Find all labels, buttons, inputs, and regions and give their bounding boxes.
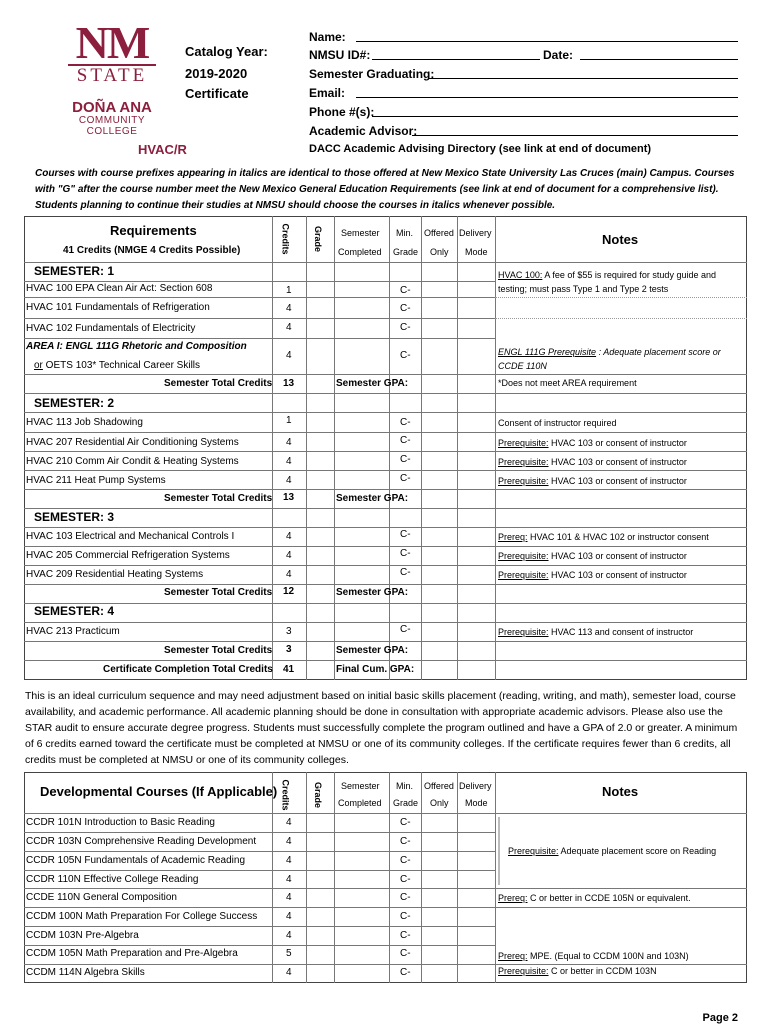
sem3-gpa-label: Semester GPA:	[336, 587, 409, 598]
dev-col-completed: Completed	[338, 798, 382, 808]
col-mode: Mode	[465, 247, 488, 257]
credits-hvac-211: 4	[286, 475, 292, 486]
min-grade-hvac-100: C-	[400, 285, 411, 296]
credits-hvac-205: 4	[286, 550, 292, 561]
course-hvac-209: HVAC 209 Residential Heating Systems	[26, 569, 204, 580]
dev-credits: 4	[286, 855, 292, 866]
dev-min-grade: C-	[400, 855, 411, 866]
certificate-total-value: 41	[283, 664, 295, 675]
course-hvac-210: HVAC 210 Comm Air Condit & Heating Systems	[26, 456, 239, 467]
table-row: CCDM 100N Math Preparation For College Success	[26, 911, 258, 922]
min-grade-hvac-113: C-	[400, 417, 411, 428]
note-hvac-213-label: Prerequisite:	[498, 627, 549, 637]
dev-min-grade: C-	[400, 911, 411, 922]
email-label: Email:	[309, 86, 346, 100]
course-hvac-207: HVAC 207 Residential Air Conditioning Systems	[26, 437, 239, 448]
dev-courses-heading: Developmental Courses (If Applicable)	[40, 784, 278, 799]
table-row: CCDR 101N Introduction to Basic Reading	[26, 817, 215, 828]
email-field[interactable]	[356, 86, 738, 98]
academic-advisor-field[interactable]	[412, 124, 738, 136]
dev-note-reading	[508, 845, 716, 857]
table-row: CCDR 103N Comprehensive Reading Development	[26, 836, 257, 847]
min-grade-hvac-205: C-	[400, 548, 411, 559]
table-row: CCDR 110N Effective College Reading	[26, 874, 199, 885]
semester-graduating-label: Semester Graduating:	[309, 67, 435, 81]
dev-col-mode: Mode	[465, 798, 488, 808]
course-oets-103	[34, 360, 200, 372]
note-hvac-207-label: Prerequisite:	[498, 438, 549, 448]
sem1-total-value: 13	[283, 378, 295, 389]
note-hvac-211-label: Prerequisite:	[498, 476, 549, 486]
semester-graduating-field[interactable]	[428, 67, 738, 79]
intro-text: Courses with course prefixes appearing in italics are identical to those offered at New Mexico State University Las Cruces (main) Campus. Courses with "G" after the course number meet the New Mexico General Education Requirements (see link at end of document for a comprehensive list). Students planning to continue their studies at NMSU should choose the courses in italics whenever possible.	[35, 168, 735, 211]
date-field[interactable]	[580, 48, 738, 60]
nmsu-id-field[interactable]	[372, 48, 540, 60]
note-hvac-209-text: HVAC 103 or consent of instructor	[548, 570, 687, 580]
dev-note-reading-label: Prerequisite:	[508, 846, 559, 856]
note-engl-prereq	[498, 346, 721, 358]
credits-hvac-210: 4	[286, 456, 292, 467]
nmsu-id-label: NMSU ID#:	[309, 48, 371, 62]
min-grade-hvac-211: C-	[400, 473, 411, 484]
min-grade-hvac-102: C-	[400, 322, 411, 333]
note-engl-prereq-label: ENGL 111G Prerequisite	[498, 347, 597, 357]
catalog-type: Certificate	[185, 86, 249, 101]
credits-hvac-113: 1	[286, 415, 292, 426]
dev-min-grade: C-	[400, 817, 411, 828]
dev-min-grade: C-	[400, 874, 411, 885]
note-hvac-100-line2: testing; must pass Type 1 and Type 2 tests	[498, 284, 669, 294]
dev-col-grade: Grade	[313, 781, 324, 809]
dev-col-delivery: Delivery	[459, 781, 492, 791]
table-row: CCDM 114N Algebra Skills	[26, 967, 145, 978]
note-engl-prereq-text: : Adequate placement score or	[596, 347, 721, 357]
advising-paragraph: This is an ideal curriculum sequence and may need adjustment based on initial basic skills placement (reading, writing, and math), semester load, course availability, and academic performance. All academic planning should be done in consultation with appropriate academic advisors. Please also use the STAR audit to ensure accurate degree progress. Students must successfully complete the program outlined and have a GPA of 2.0 or greater. A minimum of 6 credits earned toward the certificate must be completed at NMSU or one of its community colleges. If the certificate requires fewer than 6 credits, all credits must be completed at NMSU or one of its community colleges.	[25, 690, 738, 766]
dev-credits: 4	[286, 911, 292, 922]
dev-note-ccdm-label: Prerequisite:	[498, 966, 549, 976]
course-hvac-113: HVAC 113 Job Shadowing	[26, 417, 143, 428]
dev-credits: 4	[286, 874, 292, 885]
note-area-requirement: *Does not meet AREA requirement	[498, 378, 637, 388]
credits-hvac-103: 4	[286, 531, 292, 542]
note-hvac-205-text: HVAC 103 or consent of instructor	[548, 551, 687, 561]
sem1-total-label: Semester Total Credits	[164, 378, 273, 389]
phone-label: Phone #(s):	[309, 105, 375, 119]
note-hvac-211-text: HVAC 103 or consent of instructor	[548, 476, 687, 486]
dev-credits: 4	[286, 930, 292, 941]
col-min-grade: Grade	[393, 247, 419, 257]
course-hvac-211: HVAC 211 Heat Pump Systems	[26, 475, 166, 486]
dev-credits: 4	[286, 892, 292, 903]
sem4-total-label: Semester Total Credits	[164, 645, 273, 656]
sem2-total-value: 13	[283, 492, 295, 503]
table-row: CCDM 103N Pre-Algebra	[26, 930, 139, 941]
min-grade-hvac-207: C-	[400, 435, 411, 446]
course-hvac-101: HVAC 101 Fundamentals of Refrigeration	[26, 302, 210, 313]
dev-col-credits: Credits	[280, 779, 291, 811]
dev-col-only: Only	[430, 798, 449, 808]
col-grade: Grade	[313, 225, 324, 253]
credits-hvac-213: 3	[286, 626, 292, 637]
col-completed: Completed	[338, 247, 382, 257]
note-hvac-103-text: HVAC 101 & HVAC 102 or instructor consent	[527, 532, 709, 542]
dev-note-ccde-text: C or better in CCDE 105N or equivalent.	[527, 893, 691, 903]
dev-col-min-grade: Grade	[393, 798, 419, 808]
logo-community: COMMUNITY	[78, 115, 146, 126]
name-label: Name:	[309, 30, 346, 44]
dev-min-grade: C-	[400, 836, 411, 847]
credits-hvac-102: 4	[286, 322, 292, 333]
sem2-gpa-label: Semester GPA:	[336, 493, 409, 504]
note-hvac-213-text: HVAC 113 and consent of instructor	[548, 627, 694, 637]
dev-col-min: Min.	[396, 781, 414, 791]
course-hvac-102: HVAC 102 Fundamentals of Electricity	[26, 323, 196, 334]
semester-2-heading: SEMESTER: 2	[34, 396, 115, 410]
oets-text: OETS 103* Technical Career Skills	[42, 360, 201, 371]
table-row: CCDR 105N Fundamentals of Academic Reading	[26, 855, 245, 866]
note-hvac-210-label: Prerequisite:	[498, 457, 549, 467]
dev-min-grade: C-	[400, 948, 411, 959]
col-semester: Semester	[341, 228, 380, 238]
col-min: Min.	[396, 228, 414, 238]
dev-note-ccdm	[498, 965, 657, 977]
academic-advisor-label: Academic Advisor:	[309, 124, 418, 138]
min-grade-hvac-101: C-	[400, 303, 411, 314]
page-number: Page 2	[702, 1012, 738, 1024]
credits-possible: 41 Credits (NMGE 4 Credits Possible)	[63, 245, 241, 256]
logo-nm: NM	[75, 17, 149, 68]
course-hvac-213: HVAC 213 Practicum	[26, 626, 120, 637]
credits-hvac-207: 4	[286, 437, 292, 448]
name-field[interactable]	[356, 30, 738, 42]
col-offered: Offered	[424, 228, 454, 238]
requirements-heading: Requirements	[110, 223, 197, 238]
sem3-total-value: 12	[283, 586, 295, 597]
note-hvac-210	[498, 456, 687, 468]
sem4-total-value: 3	[286, 644, 292, 655]
semester-4-heading: SEMESTER: 4	[34, 604, 115, 618]
note-hvac-205-label: Prerequisite:	[498, 551, 549, 561]
dev-note-mpe-label: Prereq:	[498, 951, 528, 961]
col-delivery: Delivery	[459, 228, 492, 238]
dev-credits: 5	[286, 948, 292, 959]
note-hvac-205	[498, 550, 687, 562]
program-name: HVAC/R	[138, 142, 187, 157]
course-hvac-205: HVAC 205 Commercial Refrigeration Systems	[26, 550, 230, 561]
note-hvac-100-text: A fee of $55 is required for study guide and	[542, 270, 716, 280]
dev-min-grade: C-	[400, 892, 411, 903]
sem3-total-label: Semester Total Credits	[164, 587, 273, 598]
note-hvac-103	[498, 531, 709, 543]
dev-credits: 4	[286, 836, 292, 847]
note-hvac-211	[498, 475, 687, 487]
catalog-year-label: Catalog Year:	[185, 44, 268, 59]
table-row: CCDM 105N Math Preparation and Pre-Algebra	[26, 948, 238, 959]
dev-note-reading-text: Adequate placement score on Reading	[558, 846, 717, 856]
min-grade-hvac-213: C-	[400, 624, 411, 635]
certificate-total-label: Certificate Completion Total Credits	[103, 664, 273, 675]
note-ccde-110n: CCDE 110N	[498, 361, 547, 371]
logo-state: STATE	[68, 64, 156, 86]
semester-3-heading: SEMESTER: 3	[34, 510, 115, 524]
dev-min-grade: C-	[400, 930, 411, 941]
table-row: CCDE 110N General Composition	[26, 892, 177, 903]
course-hvac-100: HVAC 100 EPA Clean Air Act: Section 608	[26, 283, 213, 294]
note-hvac-213	[498, 626, 693, 638]
course-engl-111g: AREA I: ENGL 111G Rhetoric and Composition	[26, 341, 247, 352]
note-hvac-113: Consent of instructor required	[498, 418, 617, 428]
sem2-total-label: Semester Total Credits	[164, 493, 273, 504]
catalog-years: 2019-2020	[185, 66, 248, 81]
nmsu-dacc-logo	[62, 17, 162, 137]
dev-note-mpe-text: MPE. (Equal to CCDM 100N and 103N)	[527, 951, 689, 961]
min-grade-area-1: C-	[400, 350, 411, 361]
dev-col-offered: Offered	[424, 781, 454, 791]
dev-note-ccde-label: Prereq:	[498, 893, 528, 903]
phone-field[interactable]	[372, 105, 738, 117]
dev-note-ccde	[498, 892, 691, 904]
dev-credits: 4	[286, 817, 292, 828]
note-hvac-207-text: HVAC 103 or consent of instructor	[548, 438, 687, 448]
dev-min-grade: C-	[400, 967, 411, 978]
note-hvac-210-text: HVAC 103 or consent of instructor	[548, 457, 687, 467]
min-grade-hvac-209: C-	[400, 567, 411, 578]
col-credits: Credits	[280, 223, 291, 255]
col-notes: Notes	[602, 232, 639, 247]
or-text: or	[34, 360, 43, 371]
final-cum-gpa-label: Final Cum. GPA:	[336, 664, 415, 675]
dev-col-notes: Notes	[602, 784, 639, 799]
credits-hvac-101: 4	[286, 303, 292, 314]
dev-col-semester: Semester	[341, 781, 380, 791]
note-hvac-100	[498, 269, 716, 281]
credits-hvac-209: 4	[286, 569, 292, 580]
course-hvac-103: HVAC 103 Electrical and Mechanical Controls I	[26, 531, 235, 542]
min-grade-hvac-103: C-	[400, 529, 411, 540]
dacc-directory-link[interactable]: DACC Academic Advising Directory (see link at end of document)	[309, 143, 652, 155]
note-hvac-207	[498, 437, 687, 449]
note-hvac-209-label: Prerequisite:	[498, 570, 549, 580]
logo-dona-ana: DOÑA ANA	[72, 99, 152, 116]
date-label: Date:	[543, 48, 574, 62]
note-hvac-209	[498, 569, 687, 581]
dev-note-ccdm-text: C or better in CCDM 103N	[548, 966, 657, 976]
sem1-gpa-label: Semester GPA:	[336, 378, 409, 389]
logo-college: COLLEGE	[86, 126, 138, 137]
semester-1-heading: SEMESTER: 1	[34, 264, 115, 278]
dev-note-mpe	[498, 950, 689, 962]
col-only: Only	[430, 247, 449, 257]
sem4-gpa-label: Semester GPA:	[336, 645, 409, 656]
credits-area-1: 4	[286, 350, 292, 361]
note-hvac-103-label: Prereq:	[498, 532, 528, 542]
note-hvac-100-label: HVAC 100:	[498, 270, 543, 280]
min-grade-hvac-210: C-	[400, 454, 411, 465]
dev-credits: 4	[286, 967, 292, 978]
credits-hvac-100: 1	[286, 285, 292, 296]
